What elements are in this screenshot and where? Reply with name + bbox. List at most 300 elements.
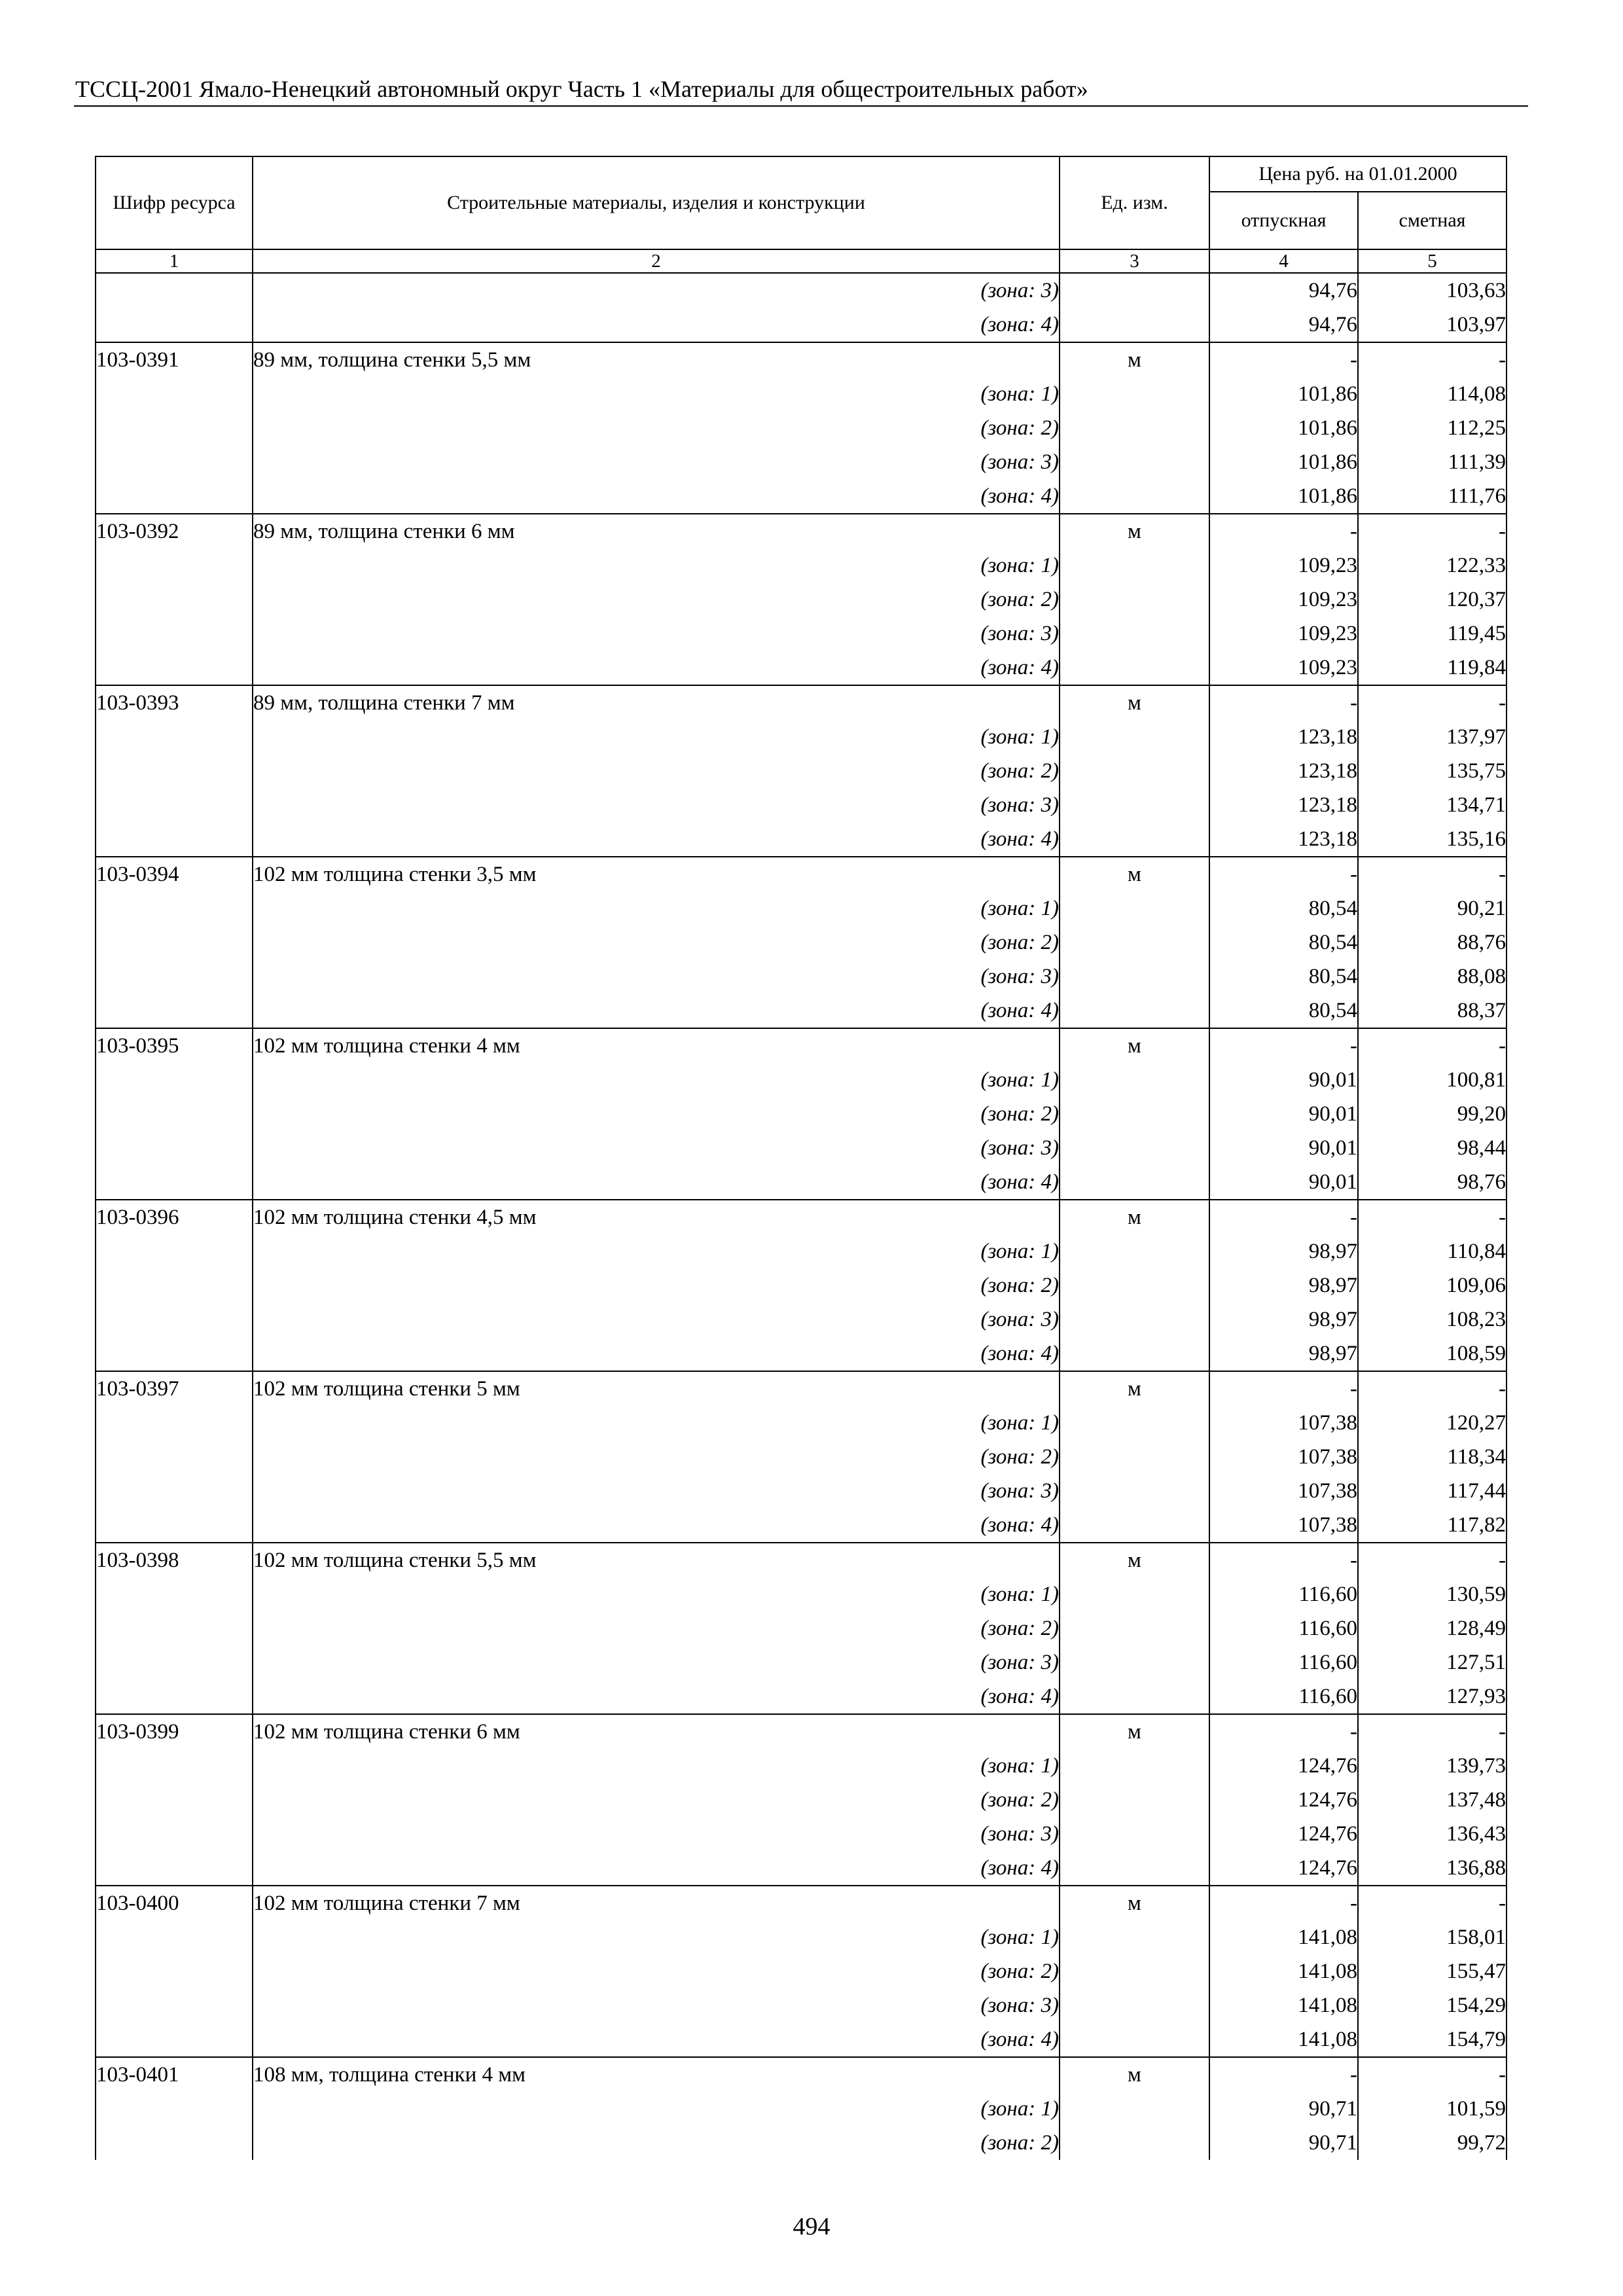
item-name: 108 мм, толщина стенки 4 мм (253, 2057, 1060, 2092)
zone-row (96, 994, 1507, 1028)
item-name: 102 мм толщина стенки 5,5 мм (253, 1543, 1060, 1577)
zone-row (96, 1268, 1507, 1302)
empty-cell (96, 1783, 253, 1817)
empty-cell (96, 1508, 253, 1543)
zone-label: (зона: 3) (253, 273, 1060, 308)
estimate-price: 103,97 (1358, 308, 1507, 342)
zone-label: (зона: 1) (253, 1406, 1060, 1440)
resource-code: 103-0397 (96, 1371, 253, 1406)
estimate-price: - (1358, 685, 1507, 720)
item-row (96, 514, 1507, 548)
empty-cell (1060, 1988, 1209, 2022)
zone-label: (зона: 2) (253, 411, 1060, 445)
zone-row (96, 754, 1507, 788)
estimate-price: 117,44 (1358, 1474, 1507, 1508)
estimate-price: 136,88 (1358, 1851, 1507, 1886)
estimate-price: - (1358, 1714, 1507, 1749)
item-name: 102 мм толщина стенки 3,5 мм (253, 857, 1060, 891)
empty-cell (96, 1268, 253, 1302)
zone-row (96, 1817, 1507, 1851)
zone-row (96, 1749, 1507, 1783)
zone-row (96, 617, 1507, 651)
zone-row (96, 1508, 1507, 1543)
empty-cell (96, 411, 253, 445)
wholesale-price: 80,54 (1209, 994, 1358, 1028)
zone-label: (зона: 4) (253, 2022, 1060, 2057)
header-price-group: Цена руб. на 01.01.2000 (1209, 156, 1507, 192)
zone-row (96, 1954, 1507, 1988)
empty-cell (96, 1302, 253, 1336)
empty-cell (96, 445, 253, 479)
wholesale-price: 116,60 (1209, 1611, 1358, 1645)
estimate-price: 154,29 (1358, 1988, 1507, 2022)
unit-of-measure: м (1060, 1028, 1209, 1063)
estimate-price: 108,59 (1358, 1336, 1507, 1371)
estimate-price: 155,47 (1358, 1954, 1507, 1988)
estimate-price: 137,48 (1358, 1783, 1507, 1817)
unit-of-measure: м (1060, 1200, 1209, 1234)
empty-cell (1060, 1679, 1209, 1714)
empty-cell (96, 1131, 253, 1165)
zone-label: (зона: 2) (253, 1611, 1060, 1645)
wholesale-price: 94,76 (1209, 308, 1358, 342)
wholesale-price: - (1209, 1028, 1358, 1063)
estimate-price: 130,59 (1358, 1577, 1507, 1611)
empty-cell (1060, 1817, 1209, 1851)
wholesale-price: 101,86 (1209, 479, 1358, 514)
empty-cell (1060, 1165, 1209, 1200)
empty-cell (96, 377, 253, 411)
empty-cell (1060, 1097, 1209, 1131)
zone-row (96, 445, 1507, 479)
resource-code: 103-0399 (96, 1714, 253, 1749)
zone-label: (зона: 2) (253, 1097, 1060, 1131)
zone-label: (зона: 4) (253, 1851, 1060, 1886)
wholesale-price: 90,01 (1209, 1165, 1358, 1200)
zone-label: (зона: 1) (253, 720, 1060, 754)
empty-cell (1060, 1234, 1209, 1268)
empty-cell (96, 1577, 253, 1611)
zone-label: (зона: 1) (253, 1749, 1060, 1783)
empty-cell (96, 720, 253, 754)
resource-code: 103-0395 (96, 1028, 253, 1063)
zone-label: (зона: 1) (253, 891, 1060, 925)
wholesale-price: 123,18 (1209, 754, 1358, 788)
estimate-price: 99,20 (1358, 1097, 1507, 1131)
header-wholesale: отпускная (1209, 192, 1358, 249)
zone-label: (зона: 4) (253, 1336, 1060, 1371)
estimate-price: - (1358, 2057, 1507, 2092)
empty-cell (1060, 377, 1209, 411)
unit-of-measure: м (1060, 857, 1209, 891)
estimate-price: 110,84 (1358, 1234, 1507, 1268)
estimate-price: 128,49 (1358, 1611, 1507, 1645)
zone-row (96, 788, 1507, 822)
zone-label: (зона: 4) (253, 308, 1060, 342)
zone-row (96, 308, 1507, 342)
wholesale-price: 124,76 (1209, 1783, 1358, 1817)
empty-cell (96, 1920, 253, 1954)
empty-cell (1060, 583, 1209, 617)
zone-row (96, 2092, 1507, 2126)
unit-of-measure: м (1060, 1886, 1209, 1920)
wholesale-price: - (1209, 1200, 1358, 1234)
estimate-price: 122,33 (1358, 548, 1507, 583)
zone-label: (зона: 3) (253, 1474, 1060, 1508)
resource-code: 103-0401 (96, 2057, 253, 2092)
wholesale-price: 123,18 (1209, 720, 1358, 754)
empty-cell (1060, 411, 1209, 445)
estimate-price: 134,71 (1358, 788, 1507, 822)
empty-cell (96, 1336, 253, 1371)
estimate-price: 120,37 (1358, 583, 1507, 617)
unit-of-measure: м (1060, 685, 1209, 720)
header-unit: Ед. изм. (1060, 156, 1209, 249)
zone-label: (зона: 1) (253, 548, 1060, 583)
zone-row (96, 2126, 1507, 2160)
zone-row (96, 479, 1507, 514)
empty-cell (96, 1234, 253, 1268)
unit-of-measure: м (1060, 514, 1209, 548)
empty-cell (96, 2092, 253, 2126)
item-name: 102 мм толщина стенки 7 мм (253, 1886, 1060, 1920)
header-estimate: сметная (1358, 192, 1507, 249)
empty-cell (1060, 720, 1209, 754)
zone-label: (зона: 2) (253, 1440, 1060, 1474)
estimate-price: 98,76 (1358, 1165, 1507, 1200)
zone-row (96, 1234, 1507, 1268)
empty-cell (1060, 925, 1209, 960)
zone-row (96, 1474, 1507, 1508)
wholesale-price: 109,23 (1209, 583, 1358, 617)
item-row (96, 342, 1507, 377)
zone-row (96, 411, 1507, 445)
zone-label: (зона: 3) (253, 1988, 1060, 2022)
wholesale-price: 80,54 (1209, 891, 1358, 925)
empty-cell (96, 548, 253, 583)
zone-label: (зона: 4) (253, 479, 1060, 514)
zone-row (96, 583, 1507, 617)
empty-cell (96, 583, 253, 617)
empty-cell (1060, 308, 1209, 342)
item-row (96, 685, 1507, 720)
empty-cell (1060, 2126, 1209, 2160)
zone-row (96, 960, 1507, 994)
estimate-price: 88,37 (1358, 994, 1507, 1028)
wholesale-price: 141,08 (1209, 1988, 1358, 2022)
zone-label: (зона: 1) (253, 377, 1060, 411)
zone-row (96, 1165, 1507, 1200)
wholesale-price: 107,38 (1209, 1440, 1358, 1474)
empty-cell (1060, 822, 1209, 857)
estimate-price: 112,25 (1358, 411, 1507, 445)
estimate-price: 127,51 (1358, 1645, 1507, 1679)
empty-cell (96, 1679, 253, 1714)
estimate-price: 118,34 (1358, 1440, 1507, 1474)
zone-label: (зона: 3) (253, 617, 1060, 651)
column-number: 4 (1209, 249, 1358, 273)
empty-cell (96, 2126, 253, 2160)
zone-label: (зона: 3) (253, 1131, 1060, 1165)
item-row (96, 1200, 1507, 1234)
price-table (95, 156, 1507, 2160)
wholesale-price: 90,71 (1209, 2092, 1358, 2126)
zone-label: (зона: 4) (253, 994, 1060, 1028)
empty-cell (96, 2022, 253, 2057)
empty-cell (96, 308, 253, 342)
zone-label: (зона: 3) (253, 1302, 1060, 1336)
column-number: 3 (1060, 249, 1209, 273)
table-header (96, 156, 1507, 273)
zone-row (96, 1131, 1507, 1165)
item-name: 102 мм толщина стенки 4 мм (253, 1028, 1060, 1063)
wholesale-price: - (1209, 1543, 1358, 1577)
zone-label: (зона: 4) (253, 1508, 1060, 1543)
zone-row (96, 1920, 1507, 1954)
zone-label: (зона: 3) (253, 1645, 1060, 1679)
empty-cell (96, 1097, 253, 1131)
estimate-price: 137,97 (1358, 720, 1507, 754)
zone-label: (зона: 3) (253, 960, 1060, 994)
empty-cell (1060, 1474, 1209, 1508)
estimate-price: 103,63 (1358, 273, 1507, 308)
estimate-price: 101,59 (1358, 2092, 1507, 2126)
unit-of-measure: м (1060, 1543, 1209, 1577)
empty-cell (96, 1645, 253, 1679)
column-number-row (96, 249, 1507, 273)
zone-label: (зона: 2) (253, 2126, 1060, 2160)
wholesale-price: 107,38 (1209, 1474, 1358, 1508)
empty-cell (96, 1749, 253, 1783)
estimate-price: 135,75 (1358, 754, 1507, 788)
wholesale-price: 124,76 (1209, 1851, 1358, 1886)
wholesale-price: 94,76 (1209, 273, 1358, 308)
header-materials: Строительные материалы, изделия и конструкции (253, 156, 1060, 249)
empty-cell (96, 1440, 253, 1474)
zone-row (96, 1406, 1507, 1440)
wholesale-price: - (1209, 1714, 1358, 1749)
wholesale-price: 141,08 (1209, 2022, 1358, 2057)
estimate-price: 120,27 (1358, 1406, 1507, 1440)
wholesale-price: - (1209, 342, 1358, 377)
estimate-price: - (1358, 1543, 1507, 1577)
estimate-price: - (1358, 1886, 1507, 1920)
empty-cell (96, 1611, 253, 1645)
estimate-price: - (1358, 342, 1507, 377)
column-number: 2 (253, 249, 1060, 273)
empty-cell (96, 822, 253, 857)
zone-row (96, 1063, 1507, 1097)
item-name: 89 мм, толщина стенки 5,5 мм (253, 342, 1060, 377)
empty-cell (1060, 1131, 1209, 1165)
estimate-price: 139,73 (1358, 1749, 1507, 1783)
empty-cell (1060, 1645, 1209, 1679)
estimate-price: 158,01 (1358, 1920, 1507, 1954)
empty-cell (96, 754, 253, 788)
estimate-price: 108,23 (1358, 1302, 1507, 1336)
zone-row (96, 1440, 1507, 1474)
resource-code: 103-0393 (96, 685, 253, 720)
resource-code: 103-0391 (96, 342, 253, 377)
empty-cell (1060, 1920, 1209, 1954)
unit-of-measure: м (1060, 342, 1209, 377)
zone-row (96, 273, 1507, 308)
column-number: 5 (1358, 249, 1507, 273)
wholesale-price: 141,08 (1209, 1920, 1358, 1954)
empty-cell (1060, 479, 1209, 514)
zone-label: (зона: 1) (253, 1234, 1060, 1268)
wholesale-price: 123,18 (1209, 788, 1358, 822)
empty-cell (96, 891, 253, 925)
wholesale-price: 90,71 (1209, 2126, 1358, 2160)
wholesale-price: 90,01 (1209, 1063, 1358, 1097)
estimate-price: - (1358, 857, 1507, 891)
estimate-price: 88,76 (1358, 925, 1507, 960)
estimate-price: 99,72 (1358, 2126, 1507, 2160)
header-code: Шифр ресурса (96, 156, 253, 249)
wholesale-price: 90,01 (1209, 1097, 1358, 1131)
empty-cell (96, 1063, 253, 1097)
resource-code: 103-0392 (96, 514, 253, 548)
wholesale-price: 141,08 (1209, 1954, 1358, 1988)
empty-cell (96, 1817, 253, 1851)
zone-row (96, 720, 1507, 754)
empty-cell (1060, 2022, 1209, 2057)
estimate-price: 154,79 (1358, 2022, 1507, 2057)
empty-cell (96, 479, 253, 514)
empty-cell (1060, 994, 1209, 1028)
estimate-price: 127,93 (1358, 1679, 1507, 1714)
estimate-price: - (1358, 1200, 1507, 1234)
empty-cell (1060, 1336, 1209, 1371)
estimate-price: 88,08 (1358, 960, 1507, 994)
zone-row (96, 891, 1507, 925)
empty-cell (1060, 1954, 1209, 1988)
wholesale-price: 98,97 (1209, 1268, 1358, 1302)
empty-cell (1060, 651, 1209, 685)
item-name: 102 мм толщина стенки 5 мм (253, 1371, 1060, 1406)
empty-cell (96, 651, 253, 685)
item-row (96, 2057, 1507, 2092)
resource-code: 103-0400 (96, 1886, 253, 1920)
empty-cell (1060, 1508, 1209, 1543)
zone-row (96, 1302, 1507, 1336)
zone-row (96, 651, 1507, 685)
wholesale-price: 124,76 (1209, 1749, 1358, 1783)
empty-cell (1060, 891, 1209, 925)
wholesale-price: 116,60 (1209, 1577, 1358, 1611)
estimate-price: 111,39 (1358, 445, 1507, 479)
empty-cell (1060, 960, 1209, 994)
unit-of-measure: м (1060, 1371, 1209, 1406)
wholesale-price: 90,01 (1209, 1131, 1358, 1165)
zone-label: (зона: 2) (253, 583, 1060, 617)
empty-cell (1060, 445, 1209, 479)
empty-cell (1060, 1749, 1209, 1783)
wholesale-price: 124,76 (1209, 1817, 1358, 1851)
estimate-price: 117,82 (1358, 1508, 1507, 1543)
zone-row (96, 1645, 1507, 1679)
page-number: 494 (793, 2213, 830, 2240)
item-name: 102 мм толщина стенки 6 мм (253, 1714, 1060, 1749)
empty-cell (96, 1954, 253, 1988)
zone-row (96, 1783, 1507, 1817)
zone-row (96, 377, 1507, 411)
zone-label: (зона: 3) (253, 1817, 1060, 1851)
empty-cell (1060, 273, 1209, 308)
zone-label: (зона: 4) (253, 1679, 1060, 1714)
wholesale-price: - (1209, 1371, 1358, 1406)
empty-cell (96, 1851, 253, 1886)
empty-cell (1060, 1302, 1209, 1336)
wholesale-price: 116,60 (1209, 1679, 1358, 1714)
zone-label: (зона: 2) (253, 1954, 1060, 1988)
estimate-price: 136,43 (1358, 1817, 1507, 1851)
empty-cell (1060, 1406, 1209, 1440)
empty-cell (96, 1988, 253, 2022)
zone-label: (зона: 4) (253, 651, 1060, 685)
zone-row (96, 1611, 1507, 1645)
unit-of-measure: м (1060, 2057, 1209, 2092)
wholesale-price: 101,86 (1209, 411, 1358, 445)
wholesale-price: 98,97 (1209, 1336, 1358, 1371)
wholesale-price: 109,23 (1209, 617, 1358, 651)
empty-cell (96, 617, 253, 651)
wholesale-price: 116,60 (1209, 1645, 1358, 1679)
item-name: 89 мм, толщина стенки 6 мм (253, 514, 1060, 548)
zone-label: (зона: 1) (253, 1063, 1060, 1097)
zone-label: (зона: 4) (253, 822, 1060, 857)
empty-cell (96, 960, 253, 994)
wholesale-price: - (1209, 2057, 1358, 2092)
zone-label: (зона: 3) (253, 788, 1060, 822)
empty-cell (1060, 1783, 1209, 1817)
wholesale-price: 109,23 (1209, 548, 1358, 583)
zone-row (96, 822, 1507, 857)
item-row (96, 1028, 1507, 1063)
item-row (96, 1886, 1507, 1920)
empty-cell (96, 1165, 253, 1200)
zone-row (96, 1988, 1507, 2022)
zone-label: (зона: 1) (253, 1920, 1060, 1954)
wholesale-price: 80,54 (1209, 925, 1358, 960)
zone-label: (зона: 3) (253, 445, 1060, 479)
estimate-price: 119,84 (1358, 651, 1507, 685)
empty-cell (1060, 754, 1209, 788)
zone-row (96, 1679, 1507, 1714)
resource-code: 103-0396 (96, 1200, 253, 1234)
resource-code: 103-0398 (96, 1543, 253, 1577)
empty-cell (1060, 1851, 1209, 1886)
wholesale-price: 98,97 (1209, 1302, 1358, 1336)
wholesale-price: 123,18 (1209, 822, 1358, 857)
empty-cell (96, 994, 253, 1028)
wholesale-price: 98,97 (1209, 1234, 1358, 1268)
wholesale-price: - (1209, 514, 1358, 548)
estimate-price: 135,16 (1358, 822, 1507, 857)
zone-label: (зона: 2) (253, 1268, 1060, 1302)
item-name: 102 мм толщина стенки 4,5 мм (253, 1200, 1060, 1234)
empty-cell (1060, 1611, 1209, 1645)
zone-row (96, 925, 1507, 960)
wholesale-price: 101,86 (1209, 377, 1358, 411)
wholesale-price: - (1209, 1886, 1358, 1920)
estimate-price: 100,81 (1358, 1063, 1507, 1097)
empty-cell (1060, 548, 1209, 583)
empty-cell (96, 1474, 253, 1508)
unit-of-measure: м (1060, 1714, 1209, 1749)
item-name: 89 мм, толщина стенки 7 мм (253, 685, 1060, 720)
